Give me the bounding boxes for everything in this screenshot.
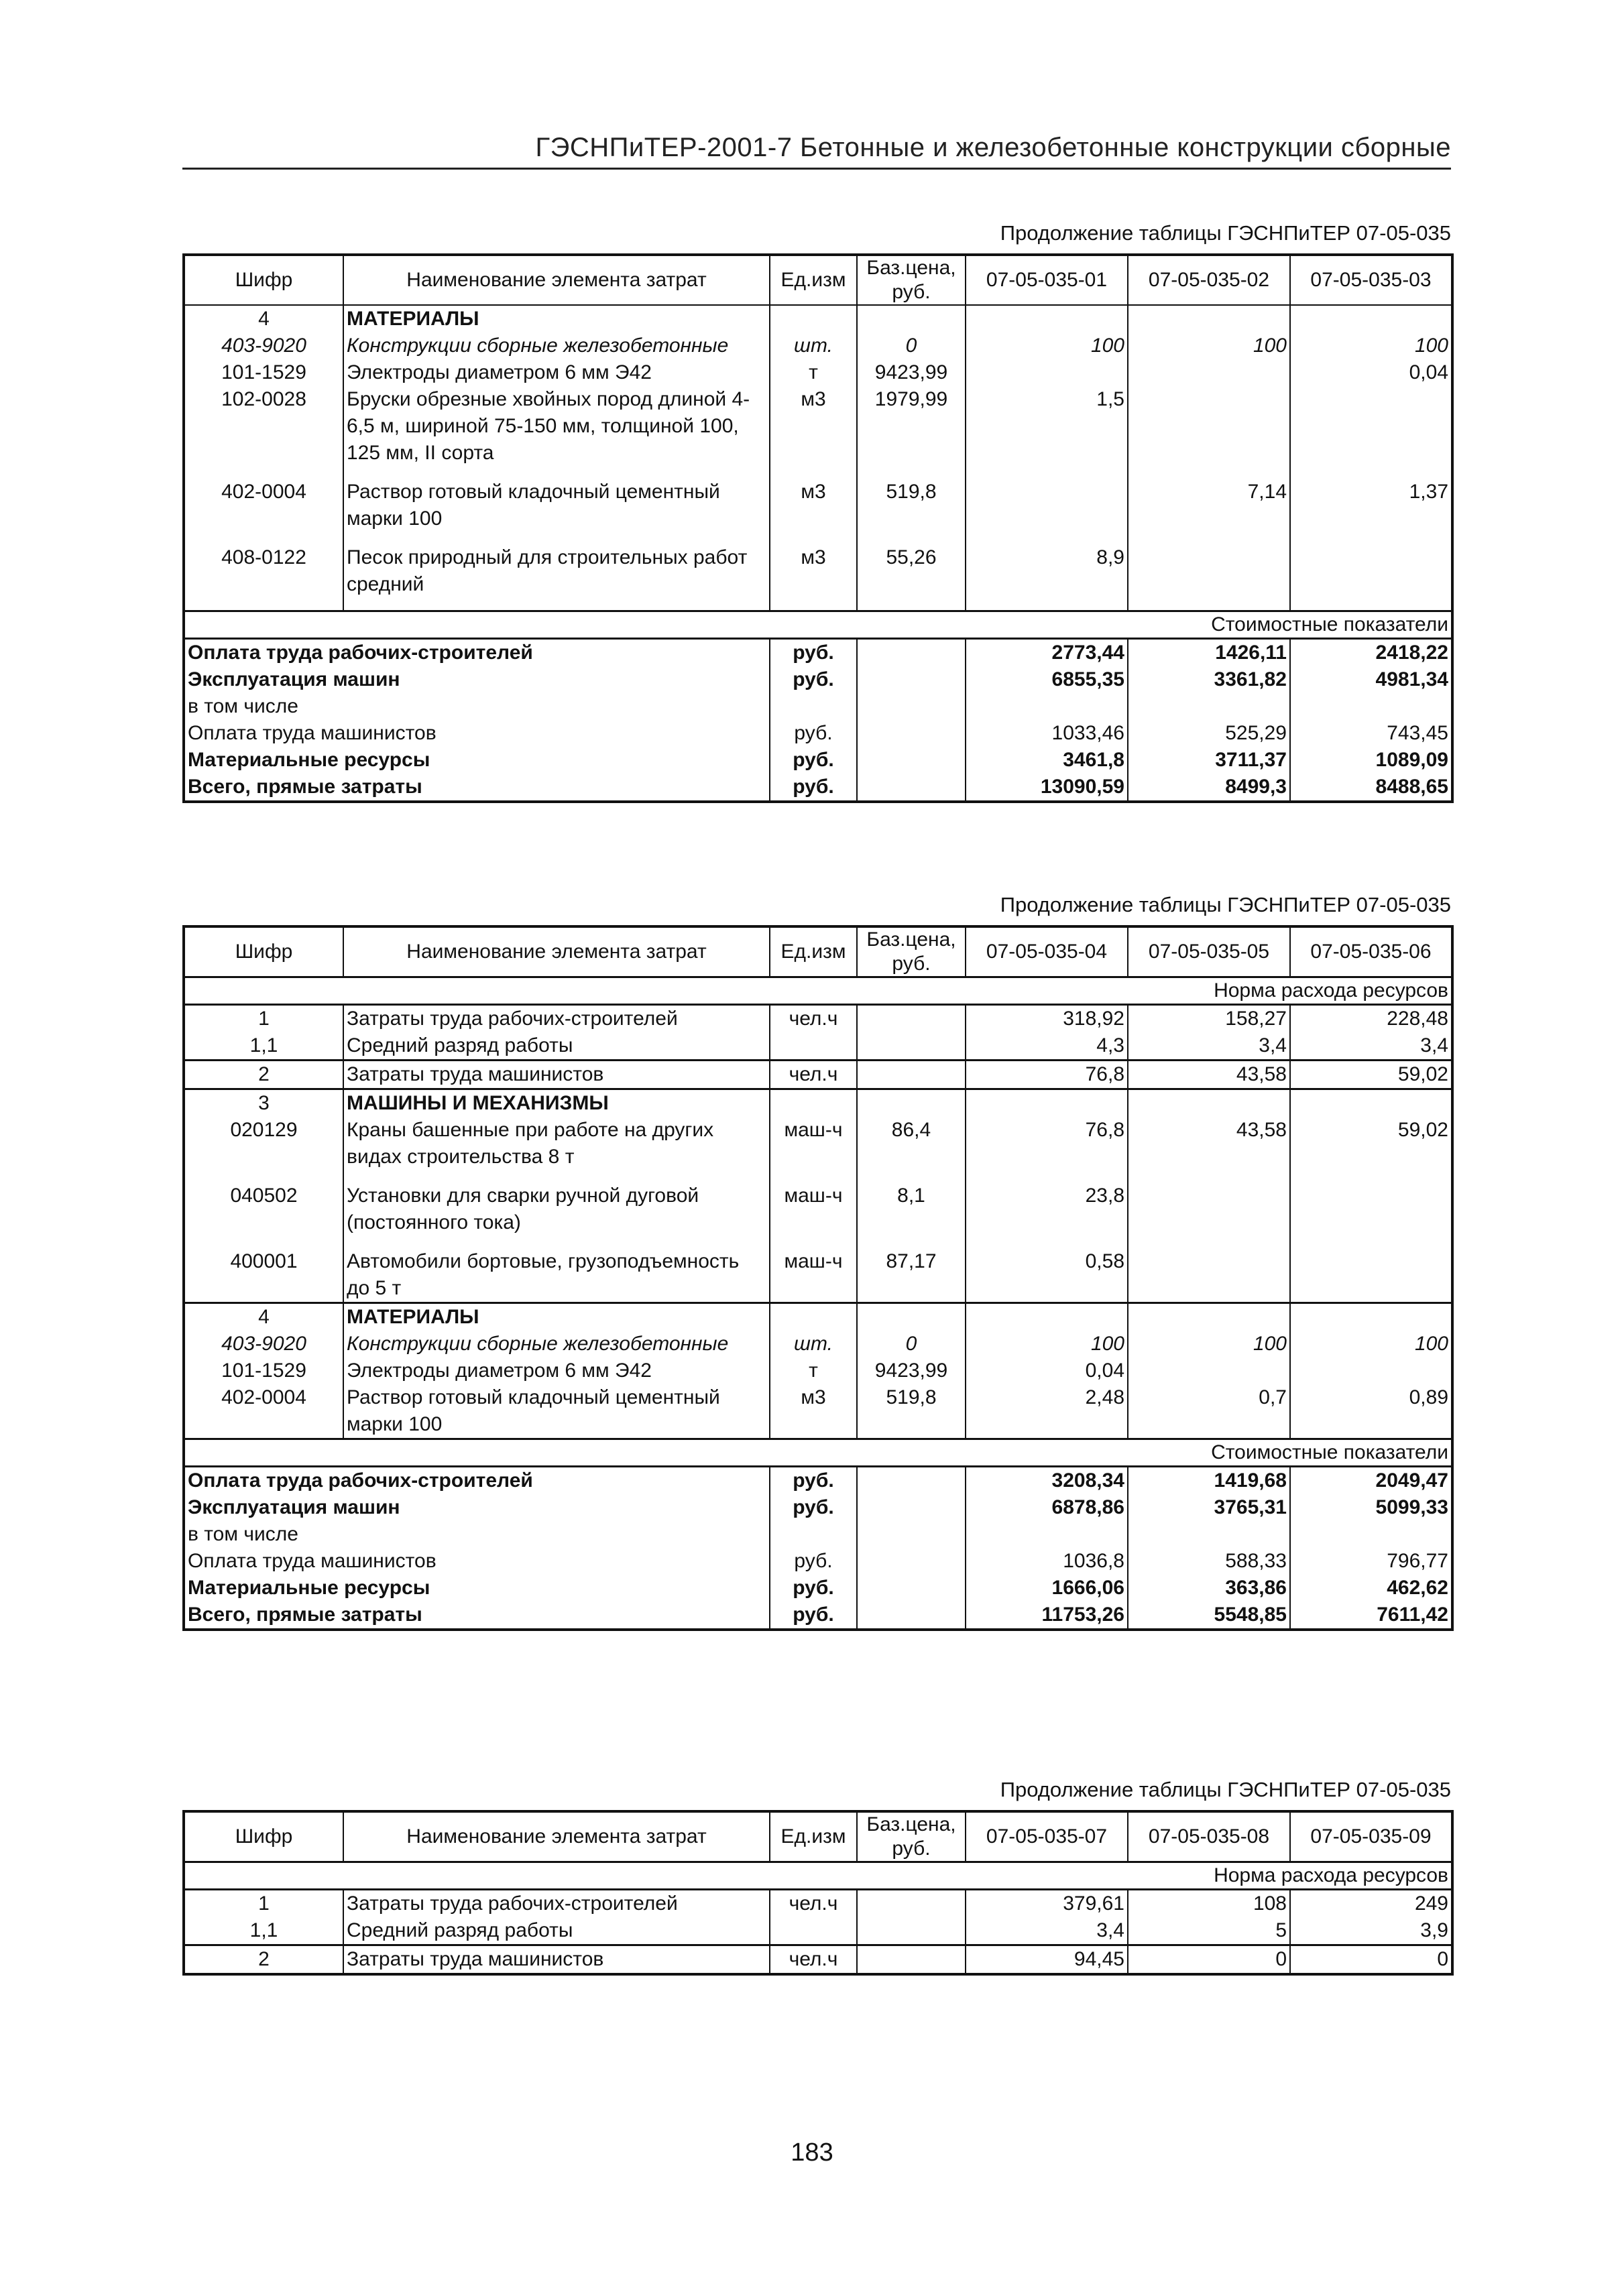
table-continuation-title: Продолжение таблицы ГЭСНПиТЕР 07-05-035 bbox=[1000, 1778, 1451, 1801]
col-header-code-3: 07-05-035-03 bbox=[1290, 255, 1452, 305]
cost-row bbox=[184, 720, 1452, 747]
page-number: 183 bbox=[791, 2138, 833, 2167]
row-unit: маш-ч bbox=[770, 1183, 857, 1248]
resource-table-1 bbox=[182, 253, 1454, 803]
row-value-2: 158,27 bbox=[1128, 1005, 1290, 1033]
table-row bbox=[184, 1089, 1452, 1117]
row-value-1: 23,8 bbox=[966, 1183, 1128, 1248]
row-unit: чел.ч bbox=[770, 1061, 857, 1089]
col-header-price: Баз.цена, руб. bbox=[857, 255, 966, 305]
table-row bbox=[184, 305, 1452, 333]
cost-row bbox=[184, 1521, 1452, 1548]
cost-value-3: 8488,65 bbox=[1375, 776, 1448, 798]
col-header-code-3: 07-05-035-06 bbox=[1290, 926, 1452, 977]
cost-value-2: 1426,11 bbox=[1128, 639, 1290, 667]
cost-value-1: 3461,8 bbox=[966, 747, 1128, 774]
cost-unit: руб. bbox=[770, 720, 857, 747]
row-name: Установки для сварки ручной дуговой (постоянного тока) bbox=[343, 1183, 770, 1248]
row-value-2: 43,58 bbox=[1128, 1061, 1290, 1089]
cost-unit: руб. bbox=[770, 1467, 857, 1495]
row-price: 519,8 bbox=[857, 479, 966, 544]
row-unit: т bbox=[770, 359, 857, 386]
resource-table-2 bbox=[182, 925, 1454, 1631]
cost-label: Оплата труда рабочих-строителей bbox=[184, 1467, 770, 1495]
row-value-3: 59,02 bbox=[1397, 1119, 1448, 1141]
cost-value-1: 1036,8 bbox=[966, 1548, 1128, 1575]
row-value-2 bbox=[1128, 1357, 1290, 1384]
section-band bbox=[184, 1862, 1452, 1890]
row-value-3: 0,04 bbox=[1409, 361, 1448, 383]
col-header-name: Наименование элемента затрат bbox=[343, 255, 770, 305]
row-value-3 bbox=[1290, 544, 1452, 611]
col-header-code-3: 07-05-035-09 bbox=[1290, 1811, 1452, 1862]
row-name: Конструкции сборные железобетонные bbox=[343, 1331, 770, 1357]
cost-band-label: Стоимостные показатели bbox=[184, 611, 1452, 639]
row-value-2 bbox=[1128, 1183, 1290, 1248]
cost-label: Эксплуатация машин bbox=[184, 666, 770, 693]
cost-value-2: 3361,82 bbox=[1128, 666, 1290, 693]
row-value-3: 100 bbox=[1414, 1333, 1448, 1355]
row-code: 1,1 bbox=[184, 1917, 343, 1945]
row-price: 1979,99 bbox=[857, 386, 966, 479]
cost-value-2: 5548,85 bbox=[1128, 1602, 1290, 1630]
row-value-1 bbox=[966, 359, 1128, 386]
cost-unit: руб. bbox=[770, 1602, 857, 1630]
table-row bbox=[184, 1032, 1452, 1061]
table-row bbox=[184, 1357, 1452, 1384]
table-row bbox=[184, 544, 1452, 611]
row-value-1 bbox=[966, 479, 1128, 544]
row-value-1: 379,61 bbox=[966, 1890, 1128, 1918]
row-unit: т bbox=[770, 1357, 857, 1384]
table-row bbox=[184, 1117, 1452, 1183]
row-name: МАТЕРИАЛЫ bbox=[343, 305, 770, 333]
cost-row bbox=[184, 774, 1452, 802]
row-unit: м3 bbox=[770, 479, 857, 544]
row-value-3: 100 bbox=[1414, 335, 1448, 357]
col-header-code-1: 07-05-035-01 bbox=[966, 255, 1128, 305]
row-code: 403-9020 bbox=[184, 1331, 343, 1357]
cost-label: Материальные ресурсы bbox=[184, 747, 770, 774]
row-code: 1,1 bbox=[184, 1032, 343, 1061]
row-code: 1 bbox=[184, 1890, 343, 1918]
cost-row bbox=[184, 1575, 1452, 1602]
row-code: 020129 bbox=[184, 1117, 343, 1183]
row-price: 519,8 bbox=[857, 1384, 966, 1439]
row-code: 402-0004 bbox=[184, 1384, 343, 1439]
table-row bbox=[184, 1061, 1452, 1089]
cost-row bbox=[184, 1494, 1452, 1521]
section-band bbox=[184, 611, 1452, 639]
table-row bbox=[184, 386, 1452, 479]
cost-value-2: 3711,37 bbox=[1128, 747, 1290, 774]
cost-row bbox=[184, 747, 1452, 774]
row-name: Бруски обрезные хвойных пород длиной 4-6,5 м, шириной 75-150 мм, толщиной 100, 125 мм, II сорта bbox=[343, 386, 770, 479]
cost-unit: руб. bbox=[770, 1494, 857, 1521]
cost-label: Всего, прямые затраты bbox=[184, 1602, 770, 1630]
col-header-code-2: 07-05-035-02 bbox=[1128, 255, 1290, 305]
table-row bbox=[184, 1917, 1452, 1945]
row-code: 400001 bbox=[184, 1248, 343, 1303]
col-header-unit: Ед.изм bbox=[770, 1811, 857, 1862]
header-row bbox=[184, 1811, 1452, 1862]
cost-unit: руб. bbox=[770, 639, 857, 667]
row-value-2: 7,14 bbox=[1128, 479, 1290, 544]
row-name: Средний разряд работы bbox=[343, 1917, 770, 1945]
row-value-3 bbox=[1290, 1183, 1452, 1248]
row-name: Раствор готовый кладочный цементный марки 100 bbox=[343, 479, 770, 544]
row-value-1: 0,58 bbox=[966, 1248, 1128, 1303]
row-price: 9423,99 bbox=[857, 1357, 966, 1384]
cost-value-2: 363,86 bbox=[1128, 1575, 1290, 1602]
row-value-1: 94,45 bbox=[966, 1945, 1128, 1975]
row-value-2: 3,4 bbox=[1128, 1032, 1290, 1061]
row-unit: м3 bbox=[770, 1384, 857, 1439]
row-value-3: 3,9 bbox=[1420, 1919, 1448, 1941]
cost-band-label: Стоимостные показатели bbox=[184, 1439, 1452, 1467]
row-value-1: 76,8 bbox=[966, 1117, 1128, 1183]
table-row bbox=[184, 1303, 1452, 1331]
row-name: Песок природный для строительных работ средний bbox=[343, 544, 770, 611]
row-value-3: 3,4 bbox=[1420, 1034, 1448, 1056]
row-value-2: 43,58 bbox=[1128, 1117, 1290, 1183]
table-row bbox=[184, 1183, 1452, 1248]
col-header-code: Шифр bbox=[184, 926, 343, 977]
header-rule bbox=[182, 168, 1451, 170]
col-header-name: Наименование элемента затрат bbox=[343, 1811, 770, 1862]
row-value-2 bbox=[1128, 544, 1290, 611]
cost-label: в том числе bbox=[184, 693, 770, 720]
running-head: ГЭСНПиТЕР-2001-7 Бетонные и железобетонные конструкции сборные bbox=[535, 133, 1451, 162]
cost-value-2: 8499,3 bbox=[1128, 774, 1290, 802]
table-continuation-title: Продолжение таблицы ГЭСНПиТЕР 07-05-035 bbox=[1000, 221, 1451, 245]
row-value-1: 2,48 bbox=[966, 1384, 1128, 1439]
row-code: 4 bbox=[184, 1303, 343, 1331]
cost-value-1: 1033,46 bbox=[966, 720, 1128, 747]
row-code: 4 bbox=[184, 305, 343, 333]
norm-band-label: Норма расхода ресурсов bbox=[184, 1862, 1452, 1890]
row-code: 3 bbox=[184, 1089, 343, 1117]
table-row bbox=[184, 479, 1452, 544]
col-header-code: Шифр bbox=[184, 1811, 343, 1862]
col-header-code-2: 07-05-035-08 bbox=[1128, 1811, 1290, 1862]
row-price: 87,17 bbox=[857, 1248, 966, 1303]
col-header-unit: Ед.изм bbox=[770, 255, 857, 305]
row-name: Затраты труда машинистов bbox=[343, 1945, 770, 1975]
row-price: 0 bbox=[857, 333, 966, 359]
row-value-2: 108 bbox=[1128, 1890, 1290, 1918]
cost-value-3: 4981,34 bbox=[1375, 668, 1448, 690]
row-value-3 bbox=[1290, 1357, 1452, 1384]
table-row bbox=[184, 1331, 1452, 1357]
row-value-3 bbox=[1290, 1248, 1452, 1303]
row-unit: маш-ч bbox=[770, 1248, 857, 1303]
row-unit: шт. bbox=[770, 333, 857, 359]
table-continuation-title: Продолжение таблицы ГЭСНПиТЕР 07-05-035 bbox=[1000, 893, 1451, 916]
resource-table-3 bbox=[182, 1810, 1454, 1976]
row-value-3: 249 bbox=[1414, 1892, 1448, 1915]
cost-row bbox=[184, 693, 1452, 720]
col-header-name: Наименование элемента затрат bbox=[343, 926, 770, 977]
col-header-unit: Ед.изм bbox=[770, 926, 857, 977]
col-header-code-1: 07-05-035-04 bbox=[966, 926, 1128, 977]
row-name: МАТЕРИАЛЫ bbox=[343, 1303, 770, 1331]
cost-unit: руб. bbox=[770, 666, 857, 693]
row-code: 402-0004 bbox=[184, 479, 343, 544]
cost-label: Эксплуатация машин bbox=[184, 1494, 770, 1521]
row-unit: маш-ч bbox=[770, 1117, 857, 1183]
row-price: 8,1 bbox=[857, 1183, 966, 1248]
table-row bbox=[184, 1384, 1452, 1439]
cost-label: Оплата труда машинистов bbox=[184, 1548, 770, 1575]
row-code: 2 bbox=[184, 1061, 343, 1089]
row-value-2: 100 bbox=[1128, 333, 1290, 359]
row-value-1: 76,8 bbox=[966, 1061, 1128, 1089]
table-row bbox=[184, 333, 1452, 359]
cost-row bbox=[184, 1602, 1452, 1630]
row-value-1: 8,9 bbox=[966, 544, 1128, 611]
cost-row bbox=[184, 639, 1452, 667]
section-band bbox=[184, 977, 1452, 1005]
cost-unit: руб. bbox=[770, 1575, 857, 1602]
cost-label: Материальные ресурсы bbox=[184, 1575, 770, 1602]
row-name: Затраты труда рабочих-строителей bbox=[343, 1890, 770, 1918]
row-name: Конструкции сборные железобетонные bbox=[343, 333, 770, 359]
cost-row bbox=[184, 666, 1452, 693]
cost-value-1: 3208,34 bbox=[966, 1467, 1128, 1495]
row-name: Автомобили бортовые, грузоподъемность до 5 т bbox=[343, 1248, 770, 1303]
row-value-1: 3,4 bbox=[966, 1917, 1128, 1945]
row-unit: чел.ч bbox=[770, 1945, 857, 1975]
row-value-2: 100 bbox=[1128, 1331, 1290, 1357]
row-value-1: 100 bbox=[966, 333, 1128, 359]
col-header-price: Баз.цена, руб. bbox=[857, 926, 966, 977]
col-header-code: Шифр bbox=[184, 255, 343, 305]
row-value-2 bbox=[1128, 1248, 1290, 1303]
header-row bbox=[184, 255, 1452, 305]
col-header-code-1: 07-05-035-07 bbox=[966, 1811, 1128, 1862]
row-value-1: 318,92 bbox=[966, 1005, 1128, 1033]
row-value-1: 100 bbox=[966, 1331, 1128, 1357]
row-value-3: 59,02 bbox=[1290, 1061, 1452, 1089]
section-band bbox=[184, 1439, 1452, 1467]
row-value-2 bbox=[1128, 359, 1290, 386]
cost-label: Оплата труда машинистов bbox=[184, 720, 770, 747]
cost-value-3: 2049,47 bbox=[1375, 1469, 1448, 1492]
cost-value-3: 2418,22 bbox=[1375, 642, 1448, 664]
cost-value-1: 13090,59 bbox=[966, 774, 1128, 802]
cost-row bbox=[184, 1467, 1452, 1495]
row-code: 101-1529 bbox=[184, 359, 343, 386]
row-price: 55,26 bbox=[857, 544, 966, 611]
row-code: 102-0028 bbox=[184, 386, 343, 479]
row-unit: шт. bbox=[770, 1331, 857, 1357]
row-unit: м3 bbox=[770, 386, 857, 479]
cost-value-3: 743,45 bbox=[1387, 722, 1448, 744]
cost-value-3: 7611,42 bbox=[1377, 1604, 1448, 1626]
row-code: 2 bbox=[184, 1945, 343, 1975]
row-name: Электроды диаметром 6 мм Э42 bbox=[343, 359, 770, 386]
row-value-3: 1,37 bbox=[1409, 481, 1448, 503]
cost-label: Всего, прямые затраты bbox=[184, 774, 770, 802]
row-value-1: 0,04 bbox=[966, 1357, 1128, 1384]
cost-value-3: 796,77 bbox=[1387, 1550, 1448, 1572]
row-unit: м3 bbox=[770, 544, 857, 611]
row-name: Раствор готовый кладочный цементный марки 100 bbox=[343, 1384, 770, 1439]
row-name: Затраты труда машинистов bbox=[343, 1061, 770, 1089]
row-value-1: 4,3 bbox=[966, 1032, 1128, 1061]
row-value-3 bbox=[1290, 386, 1452, 479]
row-code: 101-1529 bbox=[184, 1357, 343, 1384]
row-name: Средний разряд работы bbox=[343, 1032, 770, 1061]
cost-unit: руб. bbox=[770, 1548, 857, 1575]
cost-unit: руб. bbox=[770, 747, 857, 774]
cost-unit: руб. bbox=[770, 774, 857, 802]
row-name: Затраты труда рабочих-строителей bbox=[343, 1005, 770, 1033]
row-name: Краны башенные при работе на других видах строительства 8 т bbox=[343, 1117, 770, 1183]
row-name: МАШИНЫ И МЕХАНИЗМЫ bbox=[343, 1089, 770, 1117]
cost-row bbox=[184, 1548, 1452, 1575]
norm-band-label: Норма расхода ресурсов bbox=[184, 977, 1452, 1005]
row-value-3: 0 bbox=[1290, 1945, 1452, 1975]
cost-label: Оплата труда рабочих-строителей bbox=[184, 639, 770, 667]
col-header-price: Баз.цена, руб. bbox=[857, 1811, 966, 1862]
cost-value-3: 5099,33 bbox=[1375, 1496, 1448, 1518]
row-code: 408-0122 bbox=[184, 544, 343, 611]
cost-value-2: 1419,68 bbox=[1128, 1467, 1290, 1495]
table-row bbox=[184, 359, 1452, 386]
table-row bbox=[184, 1890, 1452, 1918]
row-code: 403-9020 bbox=[184, 333, 343, 359]
col-header-code-2: 07-05-035-05 bbox=[1128, 926, 1290, 977]
cost-label: в том числе bbox=[184, 1521, 770, 1548]
cost-value-2: 525,29 bbox=[1128, 720, 1290, 747]
cost-value-2: 3765,31 bbox=[1128, 1494, 1290, 1521]
row-code: 1 bbox=[184, 1005, 343, 1033]
row-price: 9423,99 bbox=[857, 359, 966, 386]
row-value-3: 0,89 bbox=[1409, 1386, 1448, 1408]
table-row bbox=[184, 1248, 1452, 1303]
header-row bbox=[184, 926, 1452, 977]
row-value-3: 228,48 bbox=[1387, 1008, 1448, 1030]
cost-value-1: 6855,35 bbox=[966, 666, 1128, 693]
row-name: Электроды диаметром 6 мм Э42 bbox=[343, 1357, 770, 1384]
row-value-2: 0 bbox=[1128, 1945, 1290, 1975]
table-row bbox=[184, 1945, 1452, 1975]
row-price: 0 bbox=[857, 1331, 966, 1357]
cost-value-1: 11753,26 bbox=[966, 1602, 1128, 1630]
row-value-2: 0,7 bbox=[1128, 1384, 1290, 1439]
cost-value-1: 6878,86 bbox=[966, 1494, 1128, 1521]
row-code: 040502 bbox=[184, 1183, 343, 1248]
cost-value-3: 462,62 bbox=[1387, 1577, 1448, 1599]
row-value-2: 5 bbox=[1128, 1917, 1290, 1945]
row-value-1: 1,5 bbox=[966, 386, 1128, 479]
row-unit: чел.ч bbox=[770, 1890, 857, 1918]
cost-value-2: 588,33 bbox=[1128, 1548, 1290, 1575]
cost-value-3: 1089,09 bbox=[1375, 749, 1448, 771]
cost-value-1: 2773,44 bbox=[966, 639, 1128, 667]
row-value-2 bbox=[1128, 386, 1290, 479]
table-row bbox=[184, 1005, 1452, 1033]
row-unit: чел.ч bbox=[770, 1005, 857, 1033]
row-price: 86,4 bbox=[857, 1117, 966, 1183]
cost-value-1: 1666,06 bbox=[966, 1575, 1128, 1602]
